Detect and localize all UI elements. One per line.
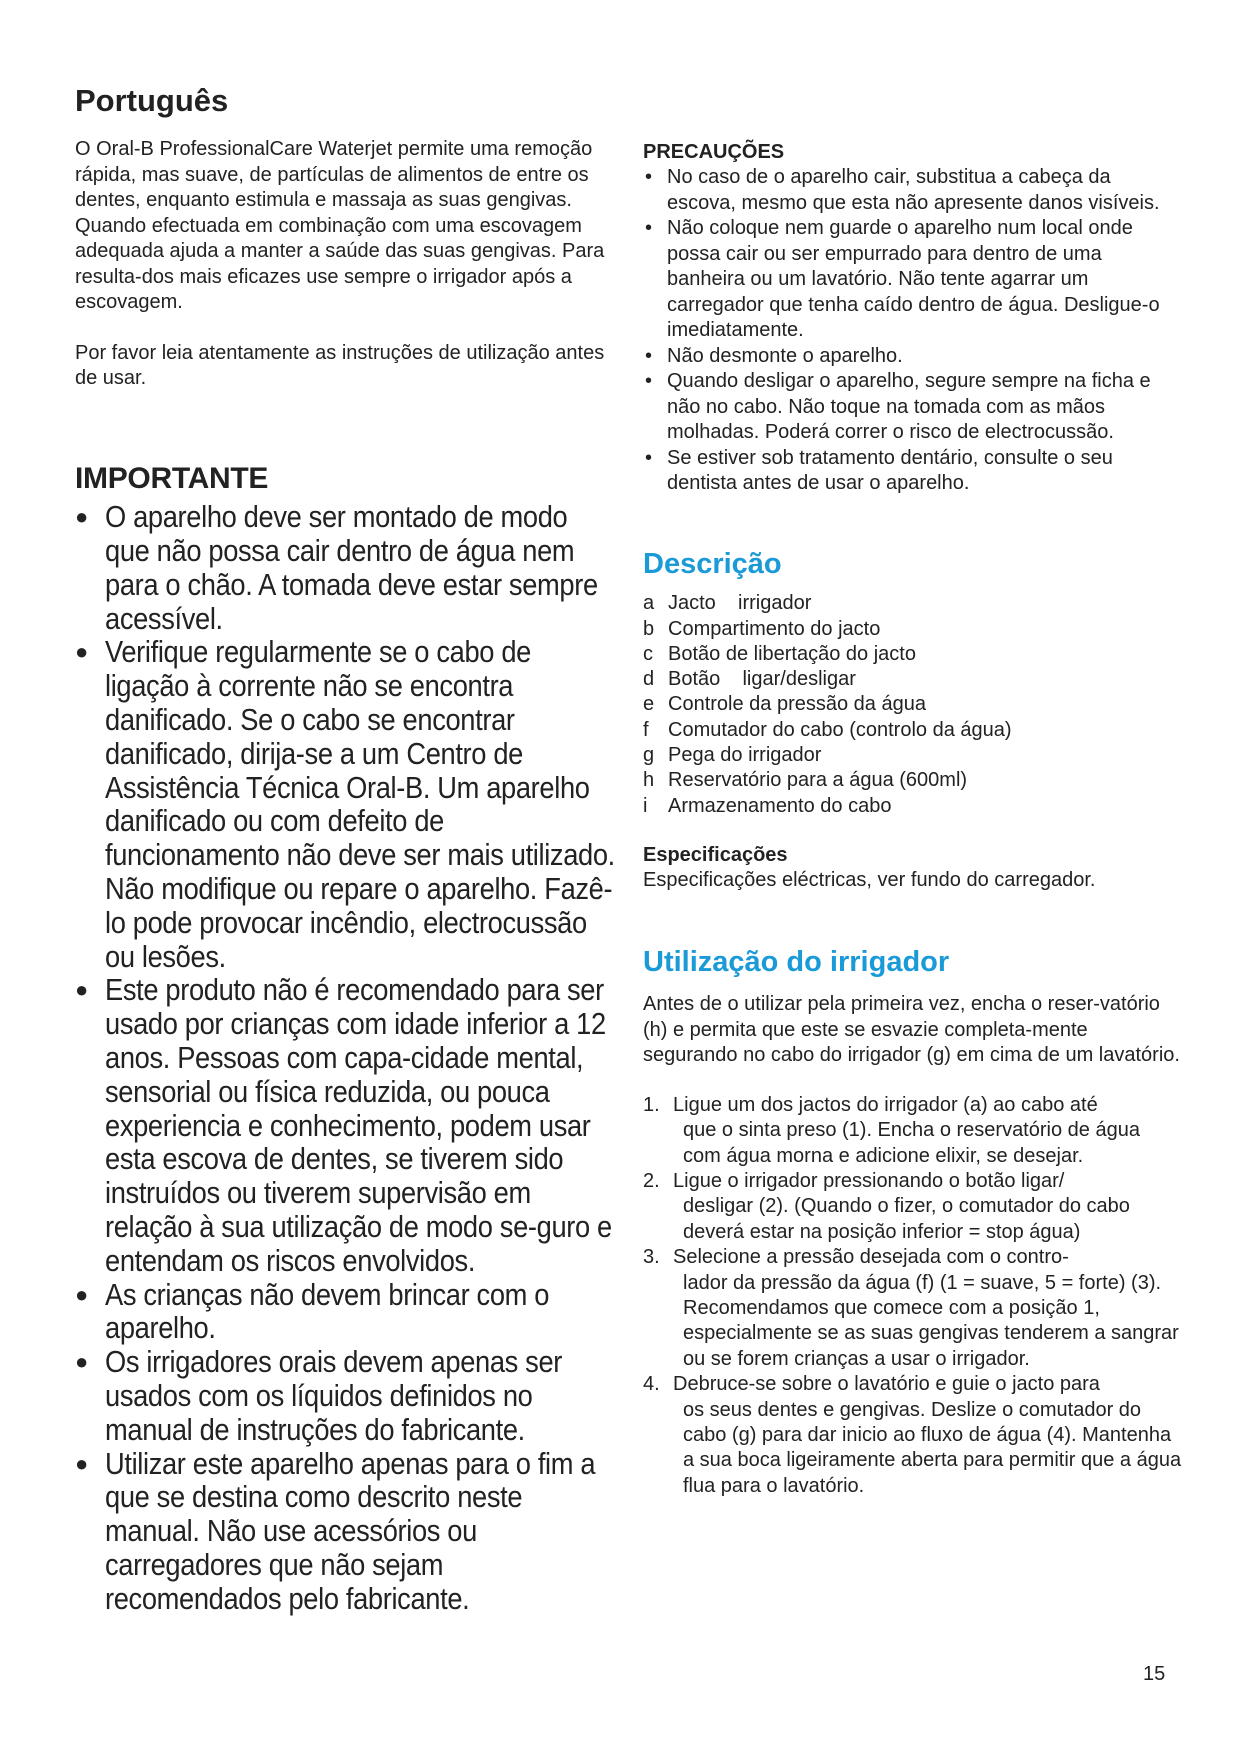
- description-item: a Jacto irrigador: [643, 592, 812, 615]
- description-item: c Botão de libertação do jacto: [643, 642, 916, 665]
- important-list: [75, 500, 615, 1615]
- page-number: 15: [1143, 1663, 1166, 1685]
- section-title-portugues: Português: [75, 83, 229, 118]
- precaution-item: • No caso de o aparelho cair, substitua a cabeça da escova, mesmo que esta não apresente danos visíveis.: [643, 165, 1183, 216]
- important-item: ● As crianças não devem brincar com o aparelho.: [75, 1278, 615, 1346]
- intro-paragraph: O Oral-B ProfessionalCare Waterjet permite uma remoção rápida, mas suave, de partículas de alimentos de entre os dentes, enquanto estimula e massaja as suas gengivas. Quando efectuada em combinação com uma escovagem adequada ajuda a manter a saúde das suas gengivas. Para resulta-dos mais eficazes use sempre o irrigador após a escovagem.: [75, 138, 605, 314]
- usage-step: 4. Debruce-se sobre o lavatório e guie o jacto para os seus dentes e gengivas. Deslize o comutador do cabo (g) para dar inicio ao fluxo de água (4). Mantenha a sua boca ligeiramente aberta para permitir que a água flua para o lavatório.: [643, 1373, 1182, 1497]
- important-item: ● Verifique regularmente se o cabo de ligação à corrente não se encontra danificado. Se o cabo se encontrar danificado, dirija-se a um Centro de Assistência Técnica Oral-B. Um aparelho danificado ou com defeito de funcionamento não deve ser mais utilizado. Não modifique ou repare o aparelho. Fazê-lo pode provocar incêndio, electrocussão ou lesões.: [75, 635, 615, 973]
- description-item: b Compartimento do jacto: [643, 617, 881, 640]
- specifications-text: Especificações eléctricas, ver fundo do carregador.: [643, 868, 1096, 891]
- description-item: f Comutador do cabo (controlo da água): [643, 718, 1012, 741]
- description-item: h Reservatório para a água (600ml): [643, 769, 968, 792]
- important-item: ● Utilizar este aparelho apenas para o fim a que se destina como descrito neste manual. Não use acessórios ou carregadores que não sejam recomendados pelo fabricante.: [75, 1447, 615, 1616]
- important-item: ● O aparelho deve ser montado de modo que não possa cair dentro de água nem para o chão. A tomada deve estar sempre acessível.: [75, 500, 615, 635]
- description-item: e Controle da pressão da água: [643, 693, 926, 716]
- precaution-item: • Não desmonte o aparelho.: [643, 344, 1183, 370]
- usage-step: 3. Selecione a pressão desejada com o contro- lador da pressão da água (f) (1 = suave, 5 = forte) (3). Recomendamos que comece com a posição 1, especialmente se as suas gengivas tenderem a sangrar ou se forem crianças a usar o irrigador.: [643, 1246, 1179, 1370]
- specifications-heading: Especificações: [643, 843, 788, 866]
- usage-intro: Antes de o utilizar pela primeira vez, encha o reser-vatório (h) e permita que este se esvazie completa-mente segurando no cabo do irrigador (g) em cima de um lavatório.: [643, 993, 1180, 1067]
- important-heading: IMPORTANTE: [75, 461, 269, 495]
- precaution-item: • Se estiver sob tratamento dentário, consulte o seu dentista antes de usar o aparelho.: [643, 446, 1183, 497]
- read-instructions-note: Por favor leia atentamente as instruções de utilização antes de usar.: [75, 341, 605, 390]
- important-item: ● Este produto não é recomendado para ser usado por crianças com idade inferior a 12 anos. Pessoas com capa-cidade mental, sensorial ou física reduzida, ou pouca experiencia e conhecimento, podem usar esta escova de dentes, se tiverem sido instruídos ou tiverem supervisão em relação à sua utilização de modo se-guro e entendam os riscos envolvidos.: [75, 973, 615, 1277]
- usage-heading: Utilização do irrigador: [643, 946, 950, 979]
- left-column: [75, 82, 615, 1615]
- usage-steps: [643, 1093, 1183, 1500]
- precaution-item: • Não coloque nem guarde o aparelho num local onde possa cair ou ser empurrado para dentro de uma banheira ou um lavatório. Não tente agarrar um carregador que tenha caído dentro de água. Desligue-o imediatamente.: [643, 216, 1183, 344]
- description-item: d Botão ligar/desligar: [643, 668, 856, 691]
- usage-step: 2. Ligue o irrigador pressionando o botão ligar/ desligar (2). (Quando o fizer, o comutador do cabo deverá estar na posição inferior = stop água): [643, 1169, 1130, 1243]
- description-item: i Armazenamento do cabo: [643, 794, 892, 817]
- right-column: [643, 140, 1183, 1499]
- important-item: ● Os irrigadores orais devem apenas ser usados com os líquidos definidos no manual de instruções do fabricante.: [75, 1345, 615, 1446]
- description-heading: Descrição: [643, 547, 782, 580]
- usage-step: 1. Ligue um dos jactos do irrigador (a) ao cabo até que o sinta preso (1). Encha o reservatório de água com água morna e adicione elixir, se desejar.: [643, 1093, 1140, 1167]
- precaution-item: • Quando desligar o aparelho, segure sempre na ficha e não no cabo. Não toque na tomada com as mãos molhadas. Poderá correr o risco de electrocussão.: [643, 369, 1183, 446]
- precautions-heading: PRECAUÇÕES: [643, 141, 785, 163]
- description-list: [643, 591, 1183, 819]
- precautions-list: [643, 165, 1183, 497]
- description-item: g Pega do irrigador: [643, 744, 822, 767]
